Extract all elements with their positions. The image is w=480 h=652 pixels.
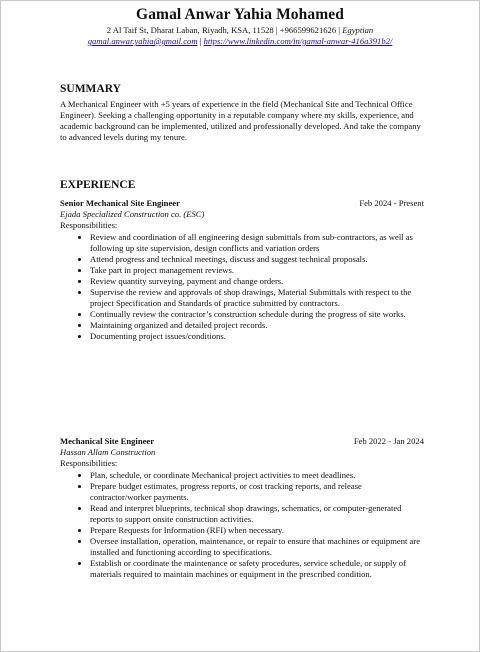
summary-heading: SUMMARY [60,83,121,95]
responsibilities-label: Responsibilities: [60,458,118,468]
job-dates: Feb 2024 - Present [359,198,424,208]
responsibilities-list [60,470,424,580]
list-item: • Take part in project management reviews. [90,265,424,276]
job-title: Mechanical Site Engineer [60,436,155,446]
list-item: • Oversee installation, operation, maintenance, or repair to ensure that machines or equipment are installed and functioning according to specifications. [90,536,424,558]
job-header [60,198,424,209]
job-entry [60,198,424,342]
job-dates: Feb 2022 - Jan 2024 [353,436,424,446]
list-item: • Prepare Requests for Information (RFI) when necessary. [90,525,424,536]
resume-header [1,6,479,47]
job-company: Ejada Specialized Construction co. (ESC) [60,209,205,219]
summary-text: A Mechanical Engineer with +5 years of experience in the field (Mechanical Site and Technical Office Engineer). Seeking a challenging opportunity in a reputable company where my skills, experience, and academic background can be implemented, utilized and professionally developed. And take the company to advanced levels during my tenure. [60,99,421,142]
linkedin-link[interactable]: https://www.linkedin.com/in/gamal-anwar-416a391b2/ [203,36,393,46]
list-item: • Review and coordination of all engineering design submittals from sub-contractors, as well as following up site supervision, design conflicts and variation orders [90,232,424,254]
list-item: • Establish or coordinate the maintenance or safety procedures, service schedule, or supply of materials required to maintain machines or equipment in the prescribed condition. [90,558,424,580]
job-entry [60,436,424,580]
job-company: Hassan Allam Construction [60,447,156,457]
address-phone: 2 Al Taif St, Dharat Laban, Riyadh, KSA, 11528 | +966599621626 | [106,25,341,35]
list-item: • Read and interpret blueprints, technical shop drawings, schematics, or computer-generated reports to support onsite construction activities. [90,503,424,525]
list-item: • Plan, schedule, or coordinate Mechanical project activities to meet deadlines. [90,470,424,481]
list-item: • Continually review the contractor’s construction schedule during the progress of site works. [90,309,424,320]
list-item: • Review quantity surveying, payment and change orders. [90,276,424,287]
experience-heading: EXPERIENCE [60,179,136,191]
links-line [1,36,479,47]
list-item: • Documenting project issues/conditions. [90,331,424,342]
list-item: • Attend progress and technical meetings, discuss and suggest technical proposals. [90,254,424,265]
job-title: Senior Mechanical Site Engineer [60,198,180,208]
link-separator: | [199,36,202,46]
responsibilities-label: Responsibilities: [60,220,118,230]
list-item: • Maintaining organized and detailed project records. [90,320,424,331]
contact-line [1,25,479,36]
candidate-name: Gamal Anwar Yahia Mohamed [136,6,344,23]
nationality: Egyptian [342,25,374,35]
list-item: • Supervise the review and approvals of shop drawings, Material Submittals with respect to the project Specification and Standards of practice submitted by contractors. [90,287,424,309]
job-header [60,436,424,447]
responsibilities-list [60,232,424,342]
list-item: • Prepare budget estimates, progress reports, or cost tracking reports, and release contractor/worker payments. [90,481,424,503]
email-link[interactable]: gamal.anwar.yahia@gmail.com [87,36,198,46]
